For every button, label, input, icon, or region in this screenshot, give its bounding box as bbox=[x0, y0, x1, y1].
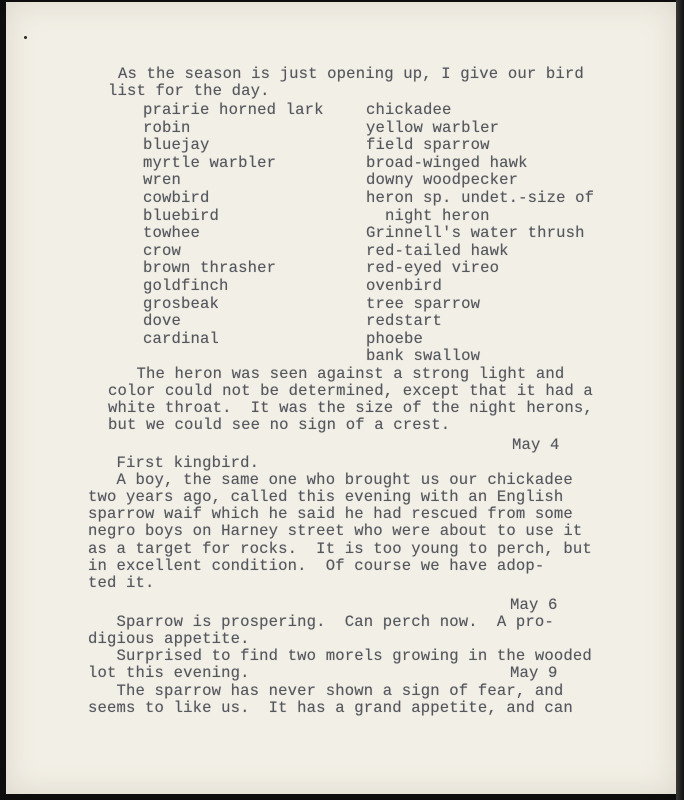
bird-right-item: phoebe bbox=[366, 329, 424, 348]
heron-note-line-2: color could not be determined, except that it had a bbox=[108, 382, 593, 400]
intro-line-2: list for the day. bbox=[108, 82, 270, 100]
bird-right-item: downy woodpecker bbox=[366, 171, 519, 190]
bird-right-item: red-eyed vireo bbox=[366, 259, 500, 278]
bird-left-item: wren bbox=[143, 171, 182, 190]
bird-left-item: towhee bbox=[143, 224, 201, 243]
page-mark bbox=[24, 36, 27, 39]
may6-line-2: digious appetite. bbox=[88, 630, 250, 648]
bird-right-item: yellow warbler bbox=[366, 118, 500, 137]
may4-line-6: as a target for rocks. It is too young to perch, but bbox=[88, 540, 592, 558]
bird-right-item: ovenbird bbox=[366, 277, 443, 295]
may9-line-1: The sparrow has never shown a sign of fear, and bbox=[88, 682, 564, 700]
bird-left-item: brown thrasher bbox=[143, 259, 277, 278]
bird-left-item: bluejay bbox=[143, 136, 210, 155]
bird-right-item: night heron bbox=[366, 206, 490, 225]
may6-line-1: Sparrow is prospering. Can perch now. A pro- bbox=[88, 613, 554, 631]
may4-line-5: negro boys on Harney street who were about to use it bbox=[88, 522, 583, 540]
may4-line-4: sparrow waif which he said he had rescued from some bbox=[88, 505, 573, 523]
bird-left-item: bluebird bbox=[143, 206, 220, 225]
bird-left-item: myrtle warbler bbox=[143, 153, 277, 172]
heron-note-line-4: but we could see no sign of a crest. bbox=[108, 416, 451, 434]
intro-line-1: As the season is just opening up, I give our bird bbox=[118, 65, 584, 83]
bird-left-item: grosbeak bbox=[143, 294, 220, 313]
heron-note-line-1: The heron was seen against a strong light and bbox=[108, 365, 565, 383]
may4-line-3: two years ago, called this evening with an English bbox=[88, 488, 564, 506]
bird-right-item: bank swallow bbox=[366, 347, 481, 366]
may4-line-2: A boy, the same one who brought us our chickadee bbox=[88, 471, 573, 489]
date-may-6: May 6 bbox=[510, 596, 558, 614]
bird-left-item: goldfinch bbox=[143, 277, 229, 295]
bird-left-item: dove bbox=[143, 312, 182, 331]
bird-left-item: cowbird bbox=[143, 189, 210, 207]
may9-date-line-text: lot this evening. bbox=[88, 664, 250, 682]
may4-line-1: First kingbird. bbox=[88, 454, 260, 472]
bird-left-item: crow bbox=[143, 241, 182, 260]
bird-right-item: field sparrow bbox=[366, 136, 490, 155]
may6-line-3: Surprised to find two morels growing in the wooded bbox=[88, 647, 592, 665]
bird-right-item: chickadee bbox=[366, 101, 452, 119]
heron-note-line-3: white throat. It was the size of the night herons, bbox=[108, 399, 593, 417]
bird-right-item: heron sp. undet.-size of bbox=[366, 189, 595, 207]
bird-left-item: prairie horned lark bbox=[143, 101, 324, 119]
bird-right-item: redstart bbox=[366, 312, 443, 331]
date-may-9: May 9 bbox=[510, 664, 558, 682]
bird-right-item: broad-winged hawk bbox=[366, 153, 528, 172]
may9-line-2: seems to like us. It has a grand appetite, and can bbox=[88, 699, 573, 717]
bird-left-item: cardinal bbox=[143, 329, 220, 348]
bird-right-item: tree sparrow bbox=[366, 294, 481, 313]
date-may-4: May 4 bbox=[512, 436, 560, 454]
bird-left-item: robin bbox=[143, 118, 191, 137]
bird-right-item: red-tailed hawk bbox=[366, 241, 509, 260]
scan-edge bbox=[676, 0, 684, 800]
may4-line-8: ted it. bbox=[88, 574, 155, 592]
may4-line-7: in excellent condition. Of course we have adop- bbox=[88, 557, 545, 575]
bird-right-item: Grinnell's water thrush bbox=[366, 224, 585, 243]
